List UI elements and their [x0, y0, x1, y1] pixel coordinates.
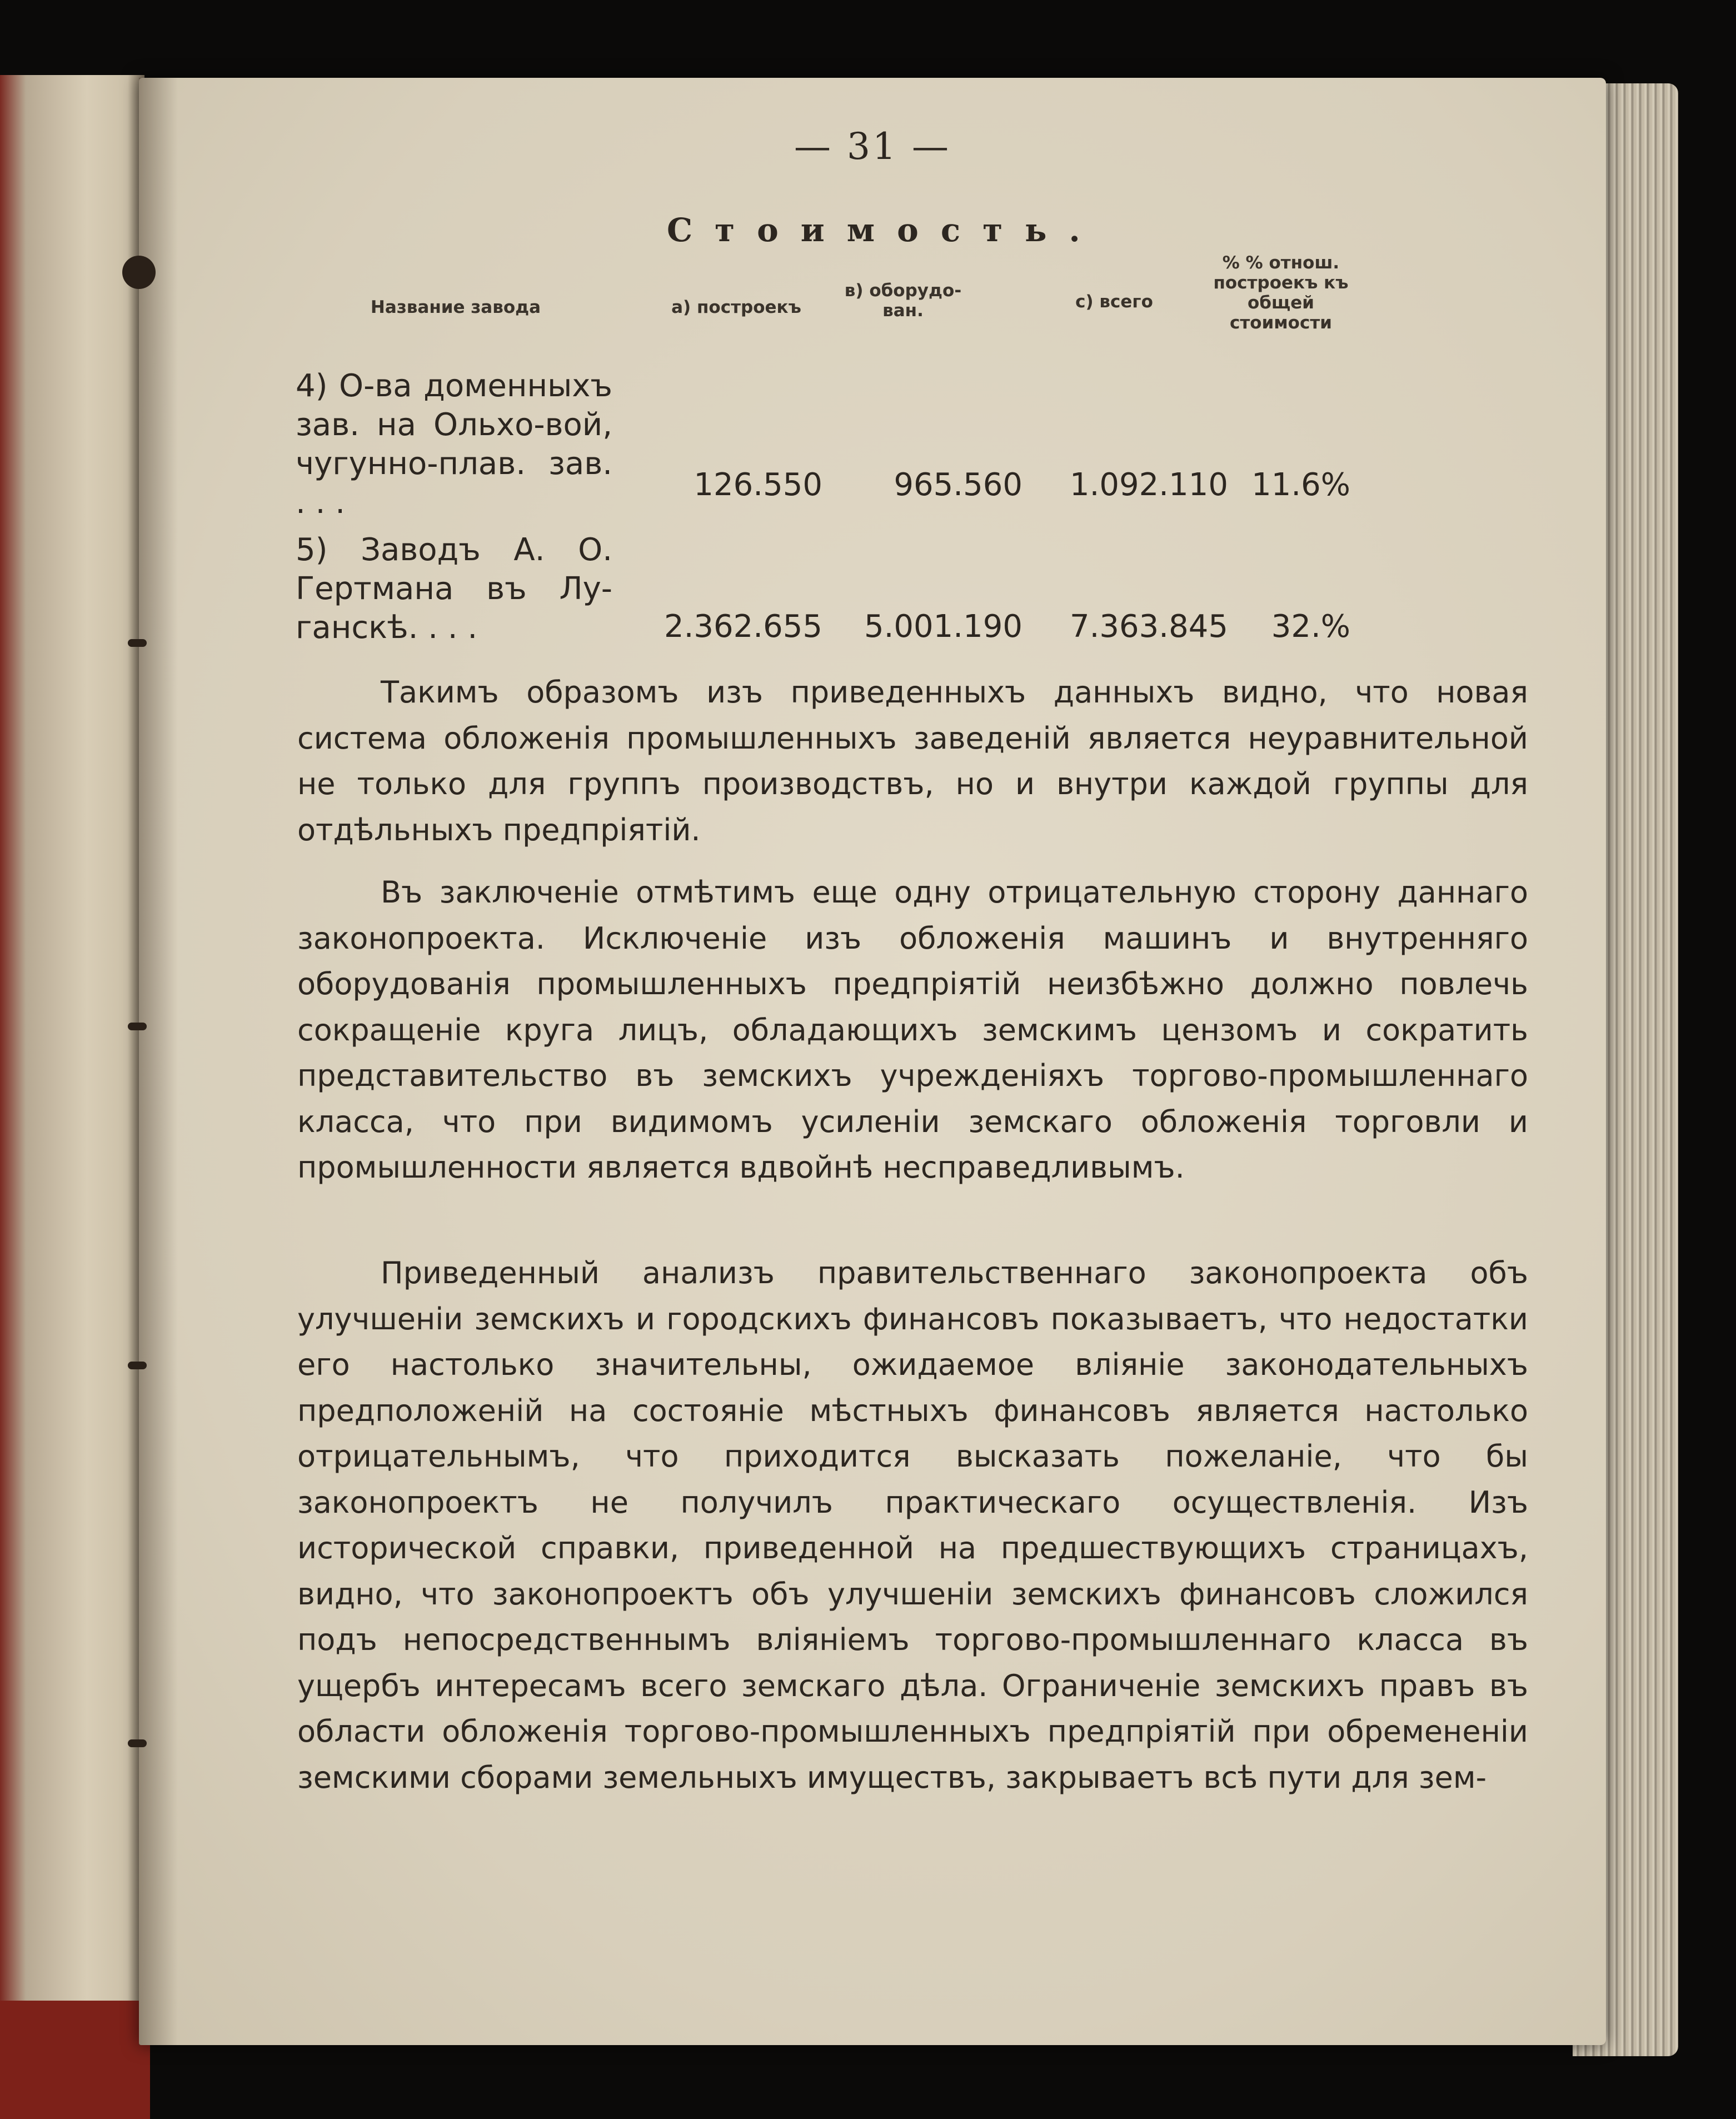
row-percent: 32.% [1271, 609, 1350, 645]
body-paragraph [297, 1250, 1528, 1801]
row-name: 5) Заводъ А. О. Гертмана въ Лу-ганскѣ. . . . [296, 532, 612, 646]
paragraph-text: Приведенный анализъ правительственнаго законопроекта объ улучшеніи земскихъ и городскихъ финансовъ показываетъ, что недостатки его настолько значительны, ожидаемое вліяніе законодательныхъ предположеній на состояніе мѣстныхъ финансовъ является настолько отрицательнымъ, что приходится высказать пожеланіе, что бы законопроектъ не получилъ практическаго осуществленія. Изъ исторической справки, приведенной на предшествующихъ страницахъ, видно, что законопроектъ объ улучшеніи земскихъ финансовъ сложился подъ непосредственнымъ вліяніемъ торгово-промышленнаго класса въ ущербъ интересамъ всего земскаго дѣла. Ограниченіе земскихъ правъ въ области обложенія торгово-промышленныхъ предпріятій при обремененіи земскими сборами земельныхъ имуществъ, закрываетъ всѣ пути для зем- [297, 1255, 1528, 1795]
row-buildings: 2.362.655 [664, 609, 822, 645]
header-equipment: в) оборудо-ван. [844, 281, 962, 321]
left-page [0, 75, 144, 2031]
spine-shadow [139, 78, 178, 2045]
row-buildings: 126.550 [694, 467, 822, 503]
book-page [139, 78, 1606, 2045]
header-percent: % % отнош. построекъ къ общей стоимости [1213, 253, 1349, 333]
binding-thread [128, 1739, 147, 1747]
body-paragraph [297, 870, 1528, 1191]
row-equipment: 5.001.190 [864, 609, 1022, 645]
paragraph-text: Такимъ образомъ изъ приведенныхъ данныхъ видно, что новая система обложенія промышленныхъ заведеній является неуравнительной не только для группъ производствъ, но и внутри каждой группы для отдѣльныхъ предпріятій. [297, 675, 1528, 847]
binding-thread [128, 639, 147, 647]
book-cover [0, 2001, 150, 2119]
binding-thread [128, 1023, 147, 1030]
page-number: — 31 — [794, 125, 951, 168]
table-title: Стоимость. [667, 211, 1103, 249]
header-buildings: а) построекъ [671, 297, 801, 317]
paragraph-text: Въ заключеніе отмѣтимъ еще одну отрицательную сторону даннаго законопроекта. Исключеніе изъ обложенія машинъ и внутренняго оборудованія промышленныхъ предпріятій неизбѣжно должно повлечь сокращеніе круга лицъ, обладающихъ земскимъ цензомъ и сократить представительство въ земскихъ учрежденіяхъ торгово-промышленнаго класса, что при видимомъ усиленіи земскаго обложенія торговли и промышленности является вдвойнѣ несправедливымъ. [297, 875, 1528, 1185]
row-total: 7.363.845 [1069, 609, 1228, 645]
row-name: 4) О-ва доменныхъ зав. на Ольхо-вой, чугунно-плав. зав. . . . [296, 368, 612, 521]
row-total: 1.092.110 [1069, 467, 1228, 503]
binding-thread [122, 256, 156, 289]
header-name: Название завода [370, 297, 541, 317]
row-equipment: 965.560 [894, 467, 1022, 503]
binding-thread [128, 1362, 147, 1369]
header-total: с) всего [1075, 292, 1153, 312]
body-paragraph [297, 670, 1528, 853]
row-percent: 11.6% [1251, 467, 1350, 503]
